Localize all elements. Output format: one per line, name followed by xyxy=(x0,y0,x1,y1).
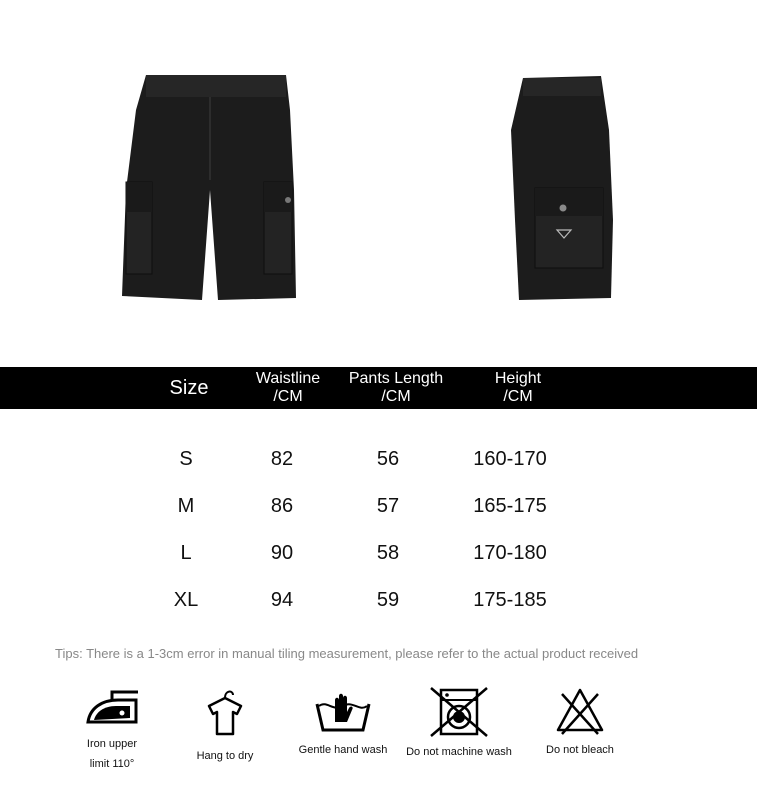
header-size: Size xyxy=(169,377,209,399)
waistline-cell: 90 xyxy=(270,542,294,564)
care-label: Do not machine wash xyxy=(406,746,512,758)
pants-length-cell: 56 xyxy=(376,448,400,470)
care-item-no-bleach xyxy=(515,686,645,760)
waistline-cell: 82 xyxy=(270,448,294,470)
size-cell: XL xyxy=(173,589,199,611)
care-item-hang xyxy=(160,686,290,766)
iron-icon xyxy=(82,686,142,730)
care-label: Iron upper limit 110° xyxy=(86,738,138,770)
hand-wash-icon xyxy=(313,686,373,736)
care-item-hand-wash xyxy=(278,686,408,760)
table-row xyxy=(0,491,757,521)
waistline-cell: 94 xyxy=(270,589,294,611)
height-cell: 165-175 xyxy=(473,495,547,517)
shorts-side-image xyxy=(505,70,615,305)
shorts-front-image xyxy=(114,70,304,305)
size-cell: S xyxy=(179,448,193,470)
pants-length-cell: 57 xyxy=(376,495,400,517)
no-machine-wash-icon xyxy=(427,686,491,738)
table-row xyxy=(0,444,757,474)
care-item-no-machine xyxy=(394,686,524,762)
product-photos xyxy=(0,0,757,365)
header-waistline: Waistline /CM xyxy=(255,370,321,405)
size-cell: L xyxy=(180,542,192,564)
care-label: Hang to dry xyxy=(196,750,254,762)
care-item-iron xyxy=(47,686,177,774)
table-row xyxy=(0,585,757,615)
height-cell: 175-185 xyxy=(473,589,547,611)
size-cell: M xyxy=(177,495,195,517)
header-height: Height /CM xyxy=(494,370,542,405)
size-table-header xyxy=(0,367,757,409)
no-bleach-icon xyxy=(554,686,606,736)
height-cell: 170-180 xyxy=(473,542,547,564)
measurement-tips: Tips: There is a 1-3cm error in manual tiling measurement, please refer to the actual product received xyxy=(55,646,639,661)
waistline-cell: 86 xyxy=(270,495,294,517)
pants-length-cell: 58 xyxy=(376,542,400,564)
height-cell: 160-170 xyxy=(473,448,547,470)
care-label: Do not bleach xyxy=(546,744,614,756)
table-row xyxy=(0,538,757,568)
care-label: Gentle hand wash xyxy=(298,744,388,756)
hang-dry-icon xyxy=(203,686,247,742)
header-pants-length: Pants Length /CM xyxy=(348,370,444,405)
pants-length-cell: 59 xyxy=(376,589,400,611)
